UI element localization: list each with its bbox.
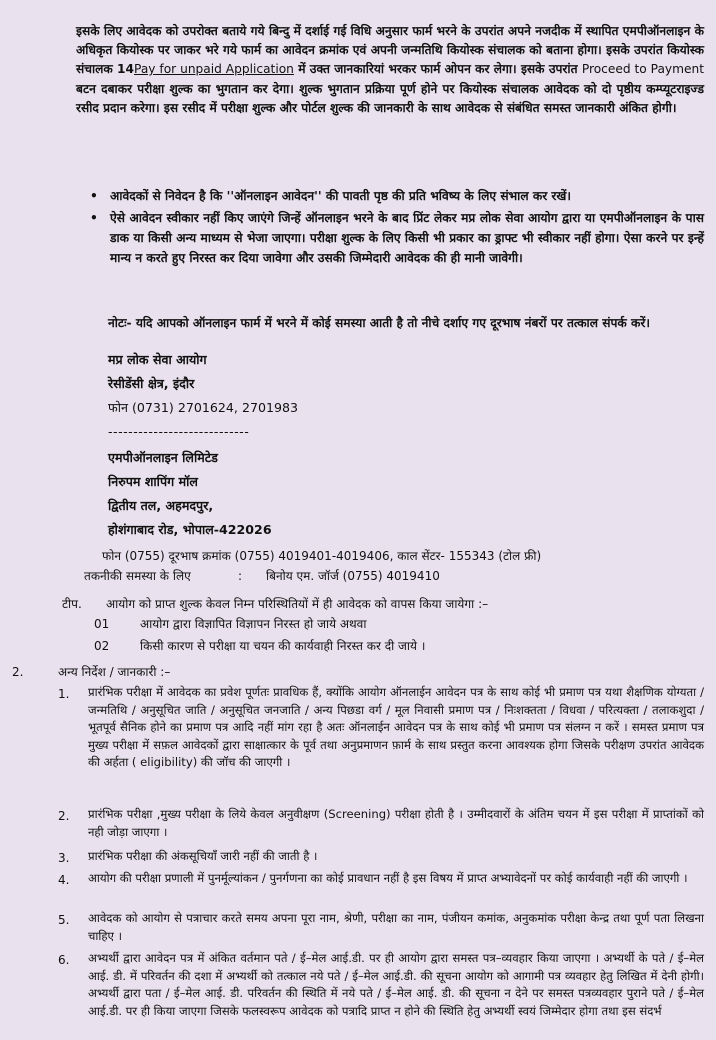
section-2-heading — [12, 662, 702, 682]
bullet-text: आवेदकों से निवेदन है कि ''ऑनलाइन आवेदन'' की पावती पृष्ठ की प्रति भविष्य के लिए संभाल कर रखें। — [110, 189, 571, 203]
intro-text-3: बटन दबाकर परीक्षा शुल्क का भुगतान कर देगा। शुल्क भुगतान प्रक्रिया पूर्ण होने पर कियोस्क संचालक आवेदक को दो पृष्ठीय कम्प्यूटराइज्ड रसीद प्रदान करेगा। इस रसीद में परीक्षा शुल्क और पोर्टल शुल्क की जानकारी के साथ आवेदक से संबंधित समस्त जानकारी अंकित होगी। — [76, 81, 704, 115]
contact-address-line: होशंगाबाद रोड, भोपाल-422026 — [108, 522, 272, 537]
intro-text-1: इसके लिए आवेदक को उपरोक्त बताये गये बिन्दु में दर्शाई गई विधि अनुसार फार्म भरने के उपरांत अपने नजदीक में स्थापित एमपीऑनलाइन के अधिकृत कियोस्क पर जाकर भरे गये फार्म का आवेदन क्रमांक एवं अपनी जन्मतिथि कियोस्क संचालक को बताना होगा। इसके उपरांत कियोस्क संचालक 14 — [76, 24, 704, 77]
proceed-to-payment-text: Proceed to Payment — [581, 62, 705, 77]
mponline-phone: फोन (0755) दूरभाष क्रमांक (0755) 4019401-4019406, काल सेंटर- 155343 (टोल फ्री) — [102, 549, 542, 563]
tip-item-text: किसी कारण से परीक्षा या चयन की कार्यवाही निरस्त कर दी जाये । — [140, 639, 426, 653]
bullet-item — [90, 186, 706, 208]
bullet-dot-icon: • — [90, 211, 98, 225]
list-item — [0, 848, 716, 868]
note-text: नोटः- यदि आपको ऑनलाइन फार्म में भरने में कोई समस्या आती है तो नीचे दर्शाए गए दूरभाष नंबरों पर तत्काल संपर्क करें। — [108, 316, 650, 330]
item-number: 6. — [58, 953, 70, 967]
item-number: 4. — [58, 873, 70, 887]
tip-item — [94, 636, 704, 656]
section-title: अन्य निर्देश / जानकारी :– — [58, 665, 171, 679]
tech-label: तकनीकी समस्या के लिए — [84, 569, 191, 583]
item-text: प्रारंभिक परीक्षा में आवेदक का प्रवेश पूर्णतः प्रावधिक हैं, क्योंकि आयोग ऑनलाईन आवेदन पत्र के साथ कोई भी प्रमाण पत्र यथा शैक्षणिक योग्यता / जन्मतिथि / अनुसूचित जाति / अनुसूचित जनजाति / अन्य पिछडा वर्ग / मूल निवासी प्रमाण पत्र / निःशक्तता / विधवा / परित्यक्ता / तलाकशुदा / भूतपूर्व सैनिक होने का प्रमाण पत्र आदि नहीं मांग रहा है अतः ऑनलाईन आवेदन पत्र के साथ कोई भी प्रमाण पत्र संलग्न न करें । समस्त प्रमाण पत्र मुख्य परीक्षा में सफ़ल आवेदकों द्वारा साक्षात्कार के पूर्व तथा अनुप्रमाणन फ़ार्म के साथ प्रस्तुत करना आवश्यक होगा जिसके परीक्षण उपरांत आवेदक की अर्हता ( eligibility) की जॉच की जाएगी । — [88, 685, 704, 770]
bullet-dot-icon: • — [90, 189, 98, 203]
list-item — [0, 684, 716, 794]
list-item — [0, 870, 716, 908]
tip-label: टीप. — [62, 597, 82, 611]
tech-contact: बिनोय एम. जॉर्ज (0755) 4019410 — [266, 569, 440, 583]
item-number: 3. — [58, 851, 70, 865]
contact-address-line: निरुपम शापिंग मॉल — [108, 474, 198, 489]
list-item — [0, 806, 716, 846]
section-number: 2. — [12, 665, 24, 679]
intro-paragraph — [76, 22, 704, 118]
contact-name: एमपीऑनलाइन लिमिटेड — [108, 450, 218, 465]
tech-colon: : — [238, 569, 243, 583]
list-item — [0, 950, 716, 1040]
item-text: प्रारंभिक परीक्षा ,मुख्य परीक्षा के लिये केवल अनुवीक्षण (Screening) परीक्षा होती है । उम्मीदवारों के अंतिम चयन में इस परीक्षा में प्राप्तांकों को नही जोड़ा जाएगा । — [88, 807, 704, 839]
list-item — [0, 910, 716, 948]
intro-text-2: में उक्त जानकारियां भरकर फार्म ओपन कर लेगा। इसके उपरांत — [293, 62, 582, 77]
tech-support-line — [84, 566, 704, 586]
bullet-item — [90, 208, 706, 292]
item-text: प्रारंभिक परीक्षा की अंकसूचियॉं जारी नहीं की जाती है । — [88, 849, 318, 863]
bullet-text: ऐसे आवेदन स्वीकार नहीं किए जाएंगे जिन्हें ऑनलाइन भरने के बाद प्रिंट लेकर मप्र लोक सेवा आयोग द्वारा या एमपीऑनलाइन के पास डाक या किसी अन्य माध्यम से भेजा जाएगा। परीक्षा शुल्क के लिए किसी भी प्रकार का ड्राफ्ट भी स्वीकार नहीं होगा। ऐसा करने पर इन्हें मान्य न करते हुए निरस्त कर दिया जावेगा और उसकी जिम्मेदारी आवेदक की ही मानी जावेगी। — [110, 211, 704, 265]
contact-phone: फोन (0731) 2701624, 2701983 — [108, 400, 299, 415]
contact-address: रेसीडेंसी क्षेत्र, इंदौर — [108, 376, 195, 391]
item-number: 5. — [58, 913, 70, 927]
item-text: आवेदक को आयोग से पत्राचार करते समय अपना पूरा नाम, श्रेणी, परीक्षा का नाम, पंजीयन कमांक, अनुकमांक परीक्षा केन्द्र तथा पूर्ण पता लिखना चाहिए । — [88, 911, 704, 943]
tip-text: आयोग को प्राप्त शुल्क केवल निम्न परिस्थितियों में ही आवेदक को वापस किया जायेगा :– — [106, 597, 489, 611]
contact-mppsc — [108, 348, 298, 444]
item-text: अभ्यर्थी द्वारा आवेदन पत्र में अंकित वर्तमान पते / ई–मेल आई.डी. पर ही आयोग द्वारा समस्त पत्र–व्यवहार किया जाएगा । अभ्यर्थी के पते / ई–मेल आई. डी. में परिवर्तन की दशा में अभ्यर्थी को तत्काल नये पते / ई–मेल आई.डी. की सूचना आयोग को आगामी पत्र व्यवहार हेतु लिखित में देनी होगी। अभ्यर्थी द्वारा पता / ई–मेल आई. डी. परिवर्तन की स्थिति में नये पते / ई–मेल आई. डी. की सूचना न देने पर समस्त पत्रव्यवहार पुराने पते / ई–मेल आई.डी. पर ही किया जाएगा जिसके फलस्वरूप आवेदक को पत्रादि प्राप्त न होने की स्थिति हेतु अभ्यर्थी स्वयं जिम्मेदार होगा तथा इस संदर्भ — [88, 951, 704, 1018]
tip-item — [94, 614, 704, 634]
item-number: 2. — [58, 809, 70, 823]
contact-address-line: द्वितीय तल, अहमदपुर, — [108, 498, 214, 513]
item-text: आयोग की परीक्षा प्रणाली में पुनर्मूल्यांकन / पुनर्गणना का कोई प्रावधान नहीं है इस विषय में प्राप्त अभ्यावेदनों पर कोई कार्यवाही नहीं की जाएगी । — [88, 871, 688, 885]
item-number: 1. — [58, 687, 70, 701]
separator-line: ---------------------------- — [108, 424, 250, 439]
contact-mponline — [108, 446, 272, 542]
pay-for-unpaid-application-text: Pay for unpaid Application — [134, 62, 294, 77]
tip-item-number: 02 — [94, 639, 110, 653]
tip-item-number: 01 — [94, 617, 110, 631]
contact-name: मप्र लोक सेवा आयोग — [108, 352, 207, 367]
tip-line — [62, 594, 708, 614]
tip-item-text: आयोग द्वारा विज्ञापित विज्ञापन निरस्त हो जाये अथवा — [140, 617, 367, 631]
